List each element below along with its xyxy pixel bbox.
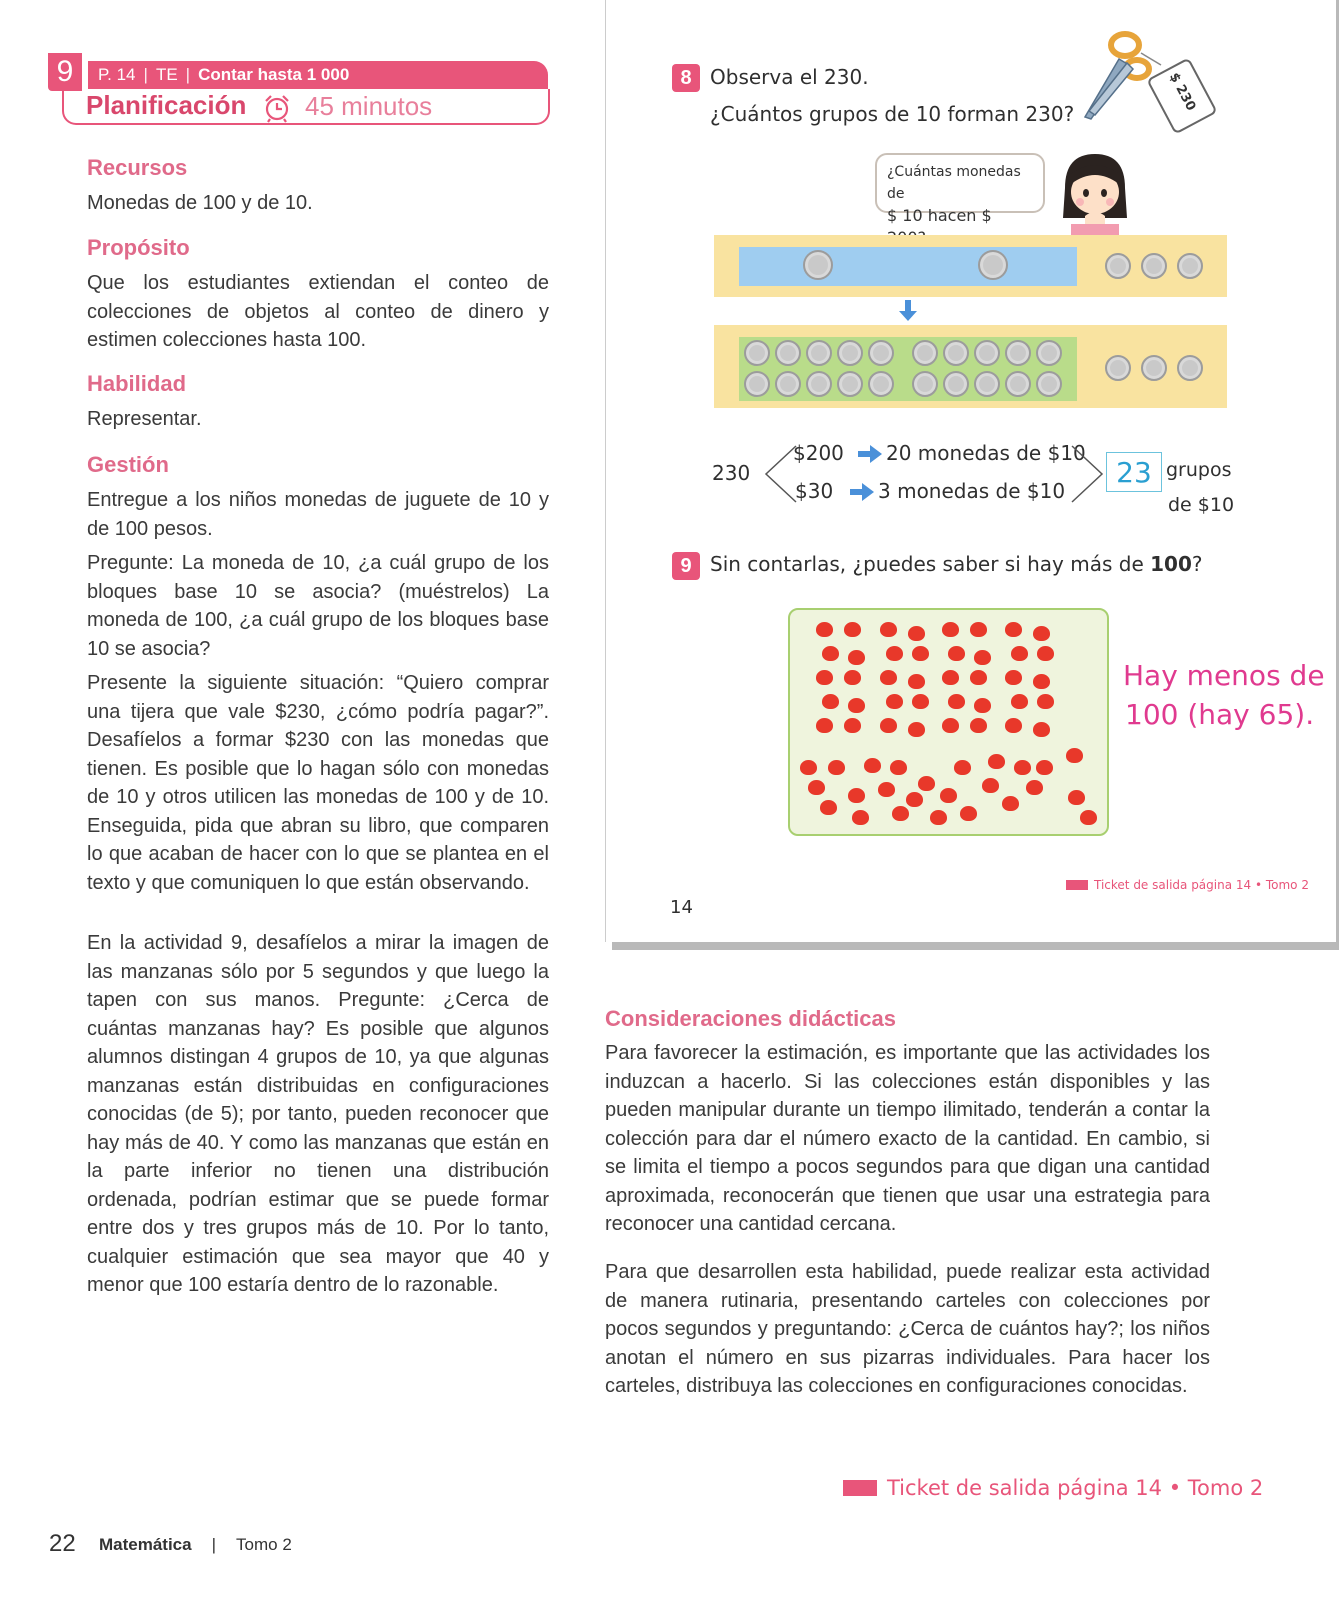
consideraciones-paragraph-1: Para favorecer la estimación, es importante que las actividades los induzcan a hacerlo. Si las colecciones están disponibles y las pueden manipular durante un tiempo ilimitado, tenderán a contar la colección para dar el número exacto de la cantidad. En cambio, si se limita el tiempo a pocos segundos para que digan una cantidad aproximada, reconocerán que tienen que usar una estrategia para reconocer una cantidad cercana. bbox=[605, 1042, 1210, 1235]
handwritten-answer-line-1: Hay menos de bbox=[1123, 659, 1325, 692]
apple bbox=[1036, 760, 1053, 775]
apple bbox=[864, 758, 881, 773]
apple bbox=[948, 694, 965, 709]
answer-box-groups: 23 bbox=[1106, 452, 1162, 492]
coin-10 bbox=[1036, 340, 1062, 366]
bubble-line-1: ¿Cuántas monedas de bbox=[887, 164, 1021, 202]
coin-10 bbox=[744, 340, 770, 366]
apple bbox=[1080, 810, 1097, 825]
coin-10 bbox=[912, 340, 938, 366]
apple bbox=[844, 670, 861, 685]
activity-9-hundred: 100 bbox=[1150, 552, 1192, 576]
coin-100 bbox=[978, 250, 1008, 280]
apple bbox=[828, 760, 845, 775]
footer-tomo: Tomo 2 bbox=[236, 1535, 292, 1554]
apple bbox=[912, 694, 929, 709]
habilidad-text: Representar. bbox=[87, 408, 202, 430]
apple bbox=[808, 780, 825, 795]
coin-10 bbox=[868, 371, 894, 397]
apple bbox=[960, 806, 977, 821]
coin-10 bbox=[1141, 253, 1167, 279]
coin-10 bbox=[775, 340, 801, 366]
activity-9-text: Sin contarlas, ¿puedes saber si hay más de bbox=[710, 552, 1151, 576]
apple bbox=[1037, 694, 1054, 709]
coin-10 bbox=[837, 371, 863, 397]
habilidad-heading: Habilidad bbox=[87, 371, 187, 396]
coin-10 bbox=[943, 371, 969, 397]
row-1-result: 20 monedas de $10 bbox=[886, 441, 1086, 465]
coin-10 bbox=[912, 371, 938, 397]
apple bbox=[940, 788, 957, 803]
header-separator: | bbox=[143, 65, 148, 84]
apple bbox=[1002, 796, 1019, 811]
decomposition-total: 230 bbox=[712, 461, 751, 485]
apple bbox=[892, 806, 909, 821]
footer-page-number: 22 bbox=[49, 1530, 76, 1557]
apple bbox=[844, 622, 861, 637]
apple bbox=[848, 650, 865, 665]
te-label: TE bbox=[155, 65, 178, 84]
coin-10 bbox=[1177, 355, 1203, 381]
activity-8-line-2: ¿Cuántos grupos de 10 forman 230? bbox=[710, 102, 1075, 126]
groups-label-2: de $10 bbox=[1168, 494, 1235, 516]
coin-10 bbox=[974, 371, 1000, 397]
recursos-text: Monedas de 100 y de 10. bbox=[87, 192, 313, 214]
apple bbox=[908, 722, 925, 737]
apple bbox=[880, 622, 897, 637]
apple bbox=[848, 788, 865, 803]
apple bbox=[942, 718, 959, 733]
apple bbox=[880, 718, 897, 733]
apple bbox=[848, 698, 865, 713]
apple bbox=[880, 670, 897, 685]
gestion-paragraph-3: Presente la siguiente situación: “Quiero comprar una tijera que vale $230, ¿cómo podría pagar?”. Desafíelos a formar $230 con las monedas que tienen. Es posible que lo hagan sólo con monedas de 10 y otros utilicen las monedas de 100 y de 10. Enseguida, pida que abran su libro, que comparen lo que acaban de hacer con lo que se plantea en el texto y que comuniquen lo que están observando. bbox=[87, 672, 549, 894]
exit-ticket bbox=[843, 1476, 1263, 1500]
apple bbox=[982, 778, 999, 793]
gestion-paragraph-4: En la actividad 9, desafíelos a mirar la imagen de las manzanas sólo por 5 segundos y que luego la tapen con sus manos. Pregunte: ¿Cerca de cuántas manzanas hay? Es posible que algunos alumnos distingan 4 grupos de 10, ya que algunas manzanas están distribuidas en configuraciones conocidas (de 5); por tanto, pueden reconocer que hay más de 40. Y como las manzanas que están en la parte inferior no tienen una distribución ordenada, podrían estimar que se puede formar entre dos y tres grupos más de 10. Por lo tanto, cualquier estimación que sea mayor que 40 y menor que 100 estaría dentro de lo razonable. bbox=[87, 932, 549, 1296]
ticket-icon bbox=[1066, 880, 1088, 890]
apple bbox=[1037, 646, 1054, 661]
coin-10 bbox=[1005, 340, 1031, 366]
ten-coins-grid bbox=[744, 340, 1074, 400]
apple bbox=[816, 718, 833, 733]
exit-ticket-label: Ticket de salida página 14 • Tomo 2 bbox=[887, 1476, 1264, 1500]
row-2-amount: $30 bbox=[795, 479, 834, 503]
apple bbox=[930, 810, 947, 825]
apple bbox=[948, 646, 965, 661]
apple bbox=[816, 622, 833, 637]
coin-10 bbox=[1036, 371, 1062, 397]
coin-10 bbox=[1105, 355, 1131, 381]
apple bbox=[906, 792, 923, 807]
activity-8-line-1: Observa el 230. bbox=[710, 65, 869, 89]
apple bbox=[970, 718, 987, 733]
coin-10 bbox=[868, 340, 894, 366]
gestion-heading: Gestión bbox=[87, 452, 169, 477]
apple bbox=[816, 670, 833, 685]
coin-10 bbox=[1105, 253, 1131, 279]
topic-title: Contar hasta 1 000 bbox=[198, 65, 350, 84]
groups-label-1: grupos bbox=[1166, 459, 1232, 481]
activity-9-qmark: ? bbox=[1191, 552, 1203, 576]
apple bbox=[1005, 718, 1022, 733]
apple bbox=[1011, 646, 1028, 661]
apple bbox=[820, 800, 837, 815]
coin-10 bbox=[1005, 371, 1031, 397]
coin-10 bbox=[806, 371, 832, 397]
girl-illustration bbox=[1055, 148, 1135, 236]
hundred-coins-band bbox=[739, 247, 1077, 286]
planning-title: Planificación bbox=[86, 90, 247, 120]
apple bbox=[970, 670, 987, 685]
apple bbox=[878, 782, 895, 797]
alarm-clock-icon bbox=[262, 93, 292, 123]
coin-10 bbox=[943, 340, 969, 366]
apple bbox=[1005, 622, 1022, 637]
apple bbox=[1005, 670, 1022, 685]
apple bbox=[974, 650, 991, 665]
apples-panel bbox=[788, 608, 1109, 836]
page-ref: P. 14 bbox=[98, 65, 136, 84]
recursos-heading: Recursos bbox=[87, 155, 188, 180]
activity-9-question bbox=[710, 552, 1203, 576]
apple bbox=[988, 754, 1005, 769]
apple bbox=[1068, 790, 1085, 805]
coin-10 bbox=[1141, 355, 1167, 381]
apple bbox=[1033, 626, 1050, 641]
bubble-line-2: $ 10 hacen $ bbox=[887, 206, 992, 225]
coin-10 bbox=[806, 340, 832, 366]
apple bbox=[942, 622, 959, 637]
header-info bbox=[98, 62, 349, 88]
price-tag-label: $ 230 bbox=[1165, 70, 1199, 114]
apple bbox=[970, 622, 987, 637]
footer-subject: Matemática bbox=[99, 1535, 192, 1554]
coin-100 bbox=[803, 250, 833, 280]
coin-10 bbox=[837, 340, 863, 366]
header-separator: | bbox=[185, 65, 191, 84]
row-2-result: 3 monedas de $10 bbox=[878, 479, 1066, 503]
handwritten-answer-line-2: 100 (hay 65). bbox=[1125, 698, 1315, 731]
apple bbox=[1033, 674, 1050, 689]
speech-bubble bbox=[875, 153, 1045, 225]
bracket-right bbox=[1070, 444, 1106, 504]
apple bbox=[1033, 722, 1050, 737]
coin-10 bbox=[974, 340, 1000, 366]
apple bbox=[918, 776, 935, 791]
apple bbox=[942, 670, 959, 685]
ticket-icon bbox=[843, 1480, 877, 1496]
ticket-small bbox=[1066, 878, 1309, 892]
footer-info bbox=[99, 1535, 292, 1555]
apple bbox=[912, 646, 929, 661]
coin-10 bbox=[775, 371, 801, 397]
apple bbox=[890, 760, 907, 775]
planning-duration: 45 minutos bbox=[305, 91, 433, 121]
coin-10 bbox=[1177, 253, 1203, 279]
footer-separator: | bbox=[211, 1535, 217, 1554]
gestion-paragraph-1: Entregue a los niños monedas de juguete de 10 y de 100 pesos. bbox=[87, 489, 549, 540]
apple bbox=[954, 760, 971, 775]
apple bbox=[886, 646, 903, 661]
apple bbox=[852, 810, 869, 825]
book-page-number: 14 bbox=[670, 897, 693, 918]
apple bbox=[844, 718, 861, 733]
lesson-number: 9 bbox=[48, 53, 82, 91]
coin-10 bbox=[744, 371, 770, 397]
apple bbox=[1066, 748, 1083, 763]
apple bbox=[822, 694, 839, 709]
apple bbox=[800, 760, 817, 775]
proposito-heading: Propósito bbox=[87, 235, 190, 260]
ticket-small-label: Ticket de salida página 14 • Tomo 2 bbox=[1094, 878, 1309, 892]
arrow-right-icon bbox=[858, 445, 882, 463]
apple bbox=[974, 698, 991, 713]
arrow-down-icon bbox=[898, 300, 918, 322]
consideraciones-heading: Consideraciones didácticas bbox=[605, 1006, 896, 1031]
proposito-text: Que los estudiantes extiendan el conteo de colecciones de objetos al conteo de dinero y estimen colecciones hasta 100. bbox=[87, 272, 549, 351]
arrow-right-icon bbox=[850, 483, 874, 501]
row-1-amount: $200 bbox=[793, 441, 844, 465]
apple bbox=[822, 646, 839, 661]
apple bbox=[1026, 780, 1043, 795]
activity-9-number: 9 bbox=[672, 552, 700, 580]
apple bbox=[1011, 694, 1028, 709]
apple bbox=[908, 674, 925, 689]
activity-8-number: 8 bbox=[672, 64, 700, 92]
consideraciones-paragraph-2: Para que desarrollen esta habilidad, puede realizar esta actividad de manera rutinaria, presentando carteles con colecciones por pocos segundos y preguntando: ¿Cerca de cuántos hay?; los niños anotan el número en sus pizarras individuales. Para hacer los carteles, distribuya las colecciones en configuraciones conocidas. bbox=[605, 1261, 1210, 1397]
apple bbox=[908, 626, 925, 641]
apple bbox=[886, 694, 903, 709]
gestion-paragraph-2: Pregunte: La moneda de 10, ¿a cuál grupo de los bloques base 10 se asocia? (muéstrelos) La moneda de 100, ¿a cuál grupo de los bloques base 10 se asocia? bbox=[87, 552, 549, 660]
apple bbox=[1014, 760, 1031, 775]
